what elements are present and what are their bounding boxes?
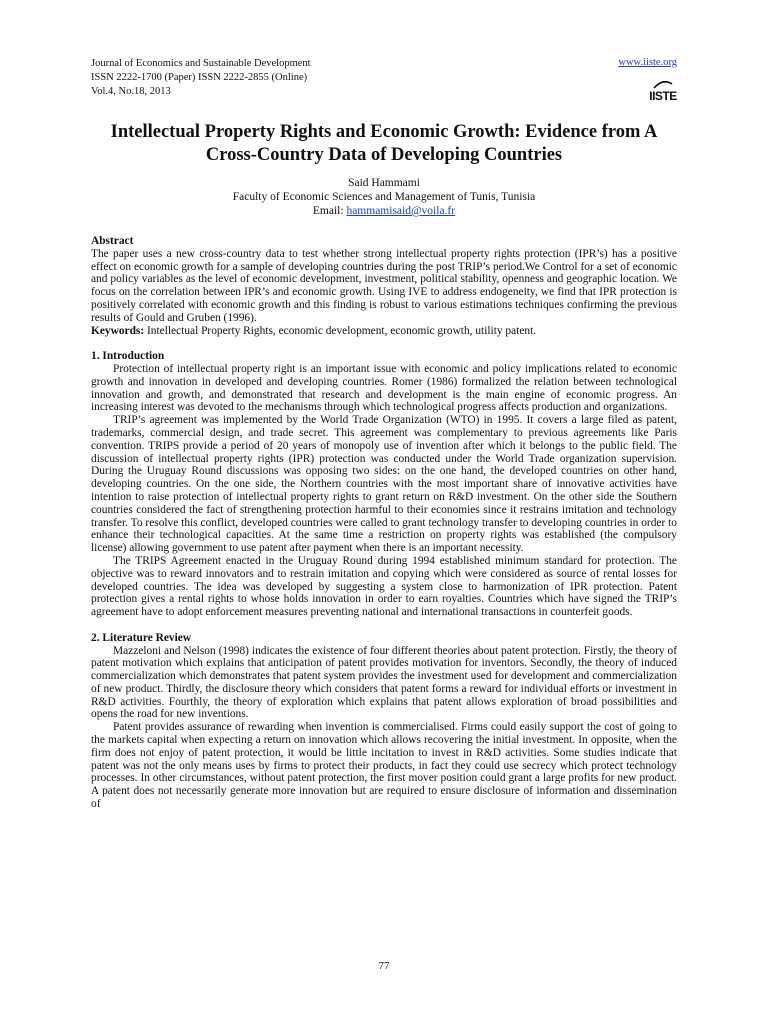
logo-swoosh-icon (653, 80, 673, 89)
journal-volume: Vol.4, No.18, 2013 (91, 86, 171, 97)
journal-website-link[interactable]: www.iiste.org (618, 57, 677, 68)
literature-paragraph: Patent provides assurance of rewarding when invention is commercialised. Firms could easily support the cost of going to the markets capital when expecting a return on innovation which allows recovering the initial investment. In opposite, when the firm does not enjoy of patent protection, it would be little incitation to invest in R&D activities. Some studies indicate that patent was not the only means uses by firms to protect their products, in fact they could use secrecy which protect technology processes. In other circumstances, without patent protection, the first mover position could grant a large profits for new product. A patent does not necessarily generate more innovation but are required to ensure disclosure of information and dissemination of (91, 721, 677, 811)
author-block (91, 176, 677, 218)
intro-paragraph: The TRIPS Agreement enacted in the Uruguay Round during 1994 established minimum standard for protection. The objective was to reward innovators and to restrain imitation and copying which were considered as source of rental losses for developed countries. The idea was developed by suggesting a system close to harmonization of IPR protection. Patent protection gives a rental rights to whose holds innovation in order to earn royalties. Countries which have signed the TRIP’s agreement have to adopt enforcement measures preventing national and international transactions in counterfeit goods. (91, 554, 677, 619)
author-email-link[interactable]: hammamisaid@voila.fr (346, 205, 456, 217)
author-email-line (91, 204, 677, 218)
journal-name: Journal of Economics and Sustainable Development (91, 58, 311, 69)
introduction-heading: 1. Introduction (91, 350, 165, 363)
keywords-line (91, 325, 677, 338)
author-name: Said Hammami (348, 177, 420, 189)
abstract-text: The paper uses a new cross-country data to test whether strong intellectual property rights protection (IPR’s) has a positive effect on economic growth for a sample of developing countries during the post TRIP’s period.We Control for a set of economic and policy variables as the level of economic development, investment, political stability, openness and geographic location. We focus on the correlation between IPR’s and economic growth. Using IVE to address endogeneity, we find that IPR protection is positively correlated with economic growth and this finding is robust to various estimations techniques confirming the previous results of Gould and Gruben (1996). (91, 247, 677, 324)
intro-paragraph: Protection of intellectual property right is an important issue with economic and policy implications related to economic growth and innovation in developed and developing countries. Romer (1986) formalized the relation between technological innovation and growth, and demonstrated that research and development is the main engine of economic progress. An increasing interest was devoted to the mechanisms through which technological progress affects production and organizations. (91, 362, 677, 414)
literature-heading: 2. Literature Review (91, 631, 192, 644)
email-label: Email: (312, 205, 344, 217)
keywords-text: Intellectual Property Rights, economic development, economic growth, utility patent. (147, 324, 537, 337)
journal-info (91, 57, 677, 99)
abstract-heading: Abstract (91, 235, 134, 247)
author-affiliation: Faculty of Economic Sciences and Management of Tunis, Tunisia (232, 191, 536, 203)
literature-paragraph: Mazzeloni and Nelson (1998) indicates the existence of four different theories about patent protection. Firstly, the theory of patent motivation which explains that anticipation of patent provides motivation for inventors. Secondly, the theory of induced commercialization which demonstrates that patent system provides the investment used for development and commercialization of new product. Thirdly, the disclosure theory which considers that patent forms a reward for individual efforts or investment in R&D activities. Fourthly, the theory of exploration which explains that patent allows exploration of broad possibilities and opens the road for new inventions. (91, 644, 677, 721)
keywords-label: Keywords: (91, 324, 145, 337)
logo-text: IISTE (649, 89, 677, 103)
iiste-logo (649, 80, 677, 102)
intro-paragraph: TRIP’s agreement was implemented by the World Trade Organization (WTO) in 1995. It covers a large filed as patent, trademarks, commercial design, and trade secret. This agreement was complementary to previous agreements like Paris convention. TRIPS provide a period of 20 years of monopoly use of invention after which it belongs to the public field. The discussion of intellectual property rights (IPR) protection was conducted under the World Trade organization supervision. During the Uruguay Round discussions was opposing two sides: on the one hand, the developed countries on other hand, developing countries. On the one side, the Northern countries with the most important share of innovative activities have intention to raise protection of intellectual property rights to grant return on R&D investment. On the other side the Southern countries considered the fact of strengthening protection harmful to their economies since it restrains imitation and technology transfer. To resolve this conflict, developed countries were called to grant technology transfer to developing countries in order to enhance their technological capacities. At the same time a restriction on property rights was established (the compulsory license) allowing government to use patent after payment when there is an important necessity. (91, 414, 677, 555)
paper-title: Intellectual Property Rights and Economic Growth: Evidence from A Cross-Country Data of Developing Countries (110, 122, 658, 165)
paper-body (91, 235, 677, 811)
journal-header (91, 57, 677, 105)
page-number: 77 (378, 960, 390, 972)
journal-issn: ISSN 2222-1700 (Paper) ISSN 2222-2855 (Online) (91, 72, 308, 83)
